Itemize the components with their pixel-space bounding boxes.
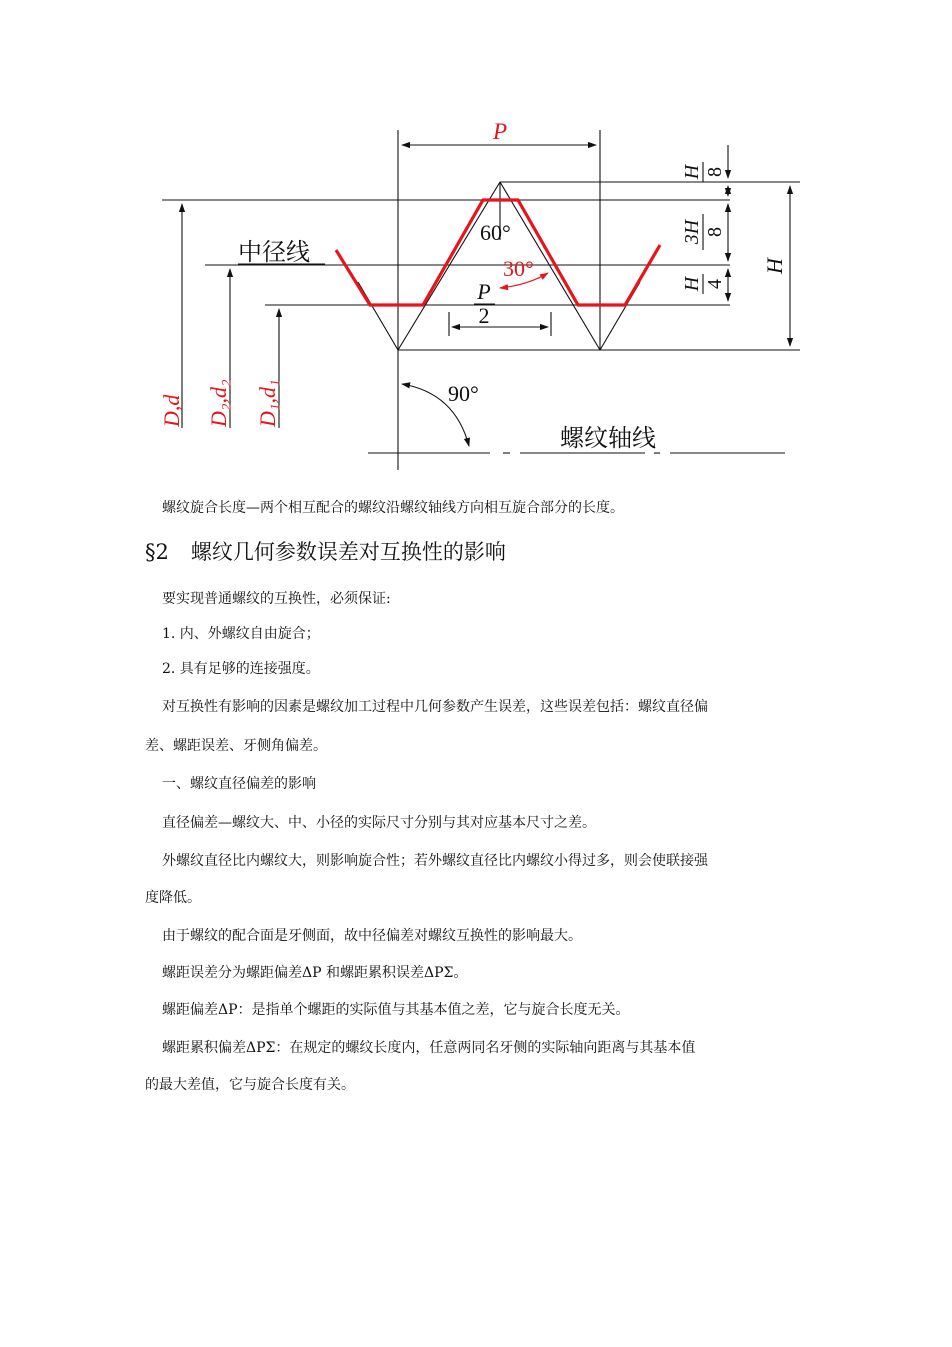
major-diameter-label: D,d [159, 394, 184, 427]
height-h-label: H [762, 258, 787, 274]
svg-text:3H: 3H [681, 219, 703, 245]
paragraph-pitch-deviation: 螺距偏差ΔP：是指单个螺距的实际值与其基本值之差，它与旋合长度无关。 [162, 1002, 630, 1018]
paragraph-pitch-error: 螺距误差分为螺距偏差ΔP 和螺距累积误差ΔPΣ。 [162, 965, 468, 981]
paragraph-factors-line2: 差、螺距误差、牙侧角偏差。 [145, 738, 327, 754]
section-number: §2 [145, 540, 169, 564]
h4-fraction [681, 274, 726, 294]
half-pitch-denominator: 2 [478, 303, 490, 328]
pitch-label: P [492, 119, 508, 144]
paragraph-cumulative-line2: 的最大差值，它与旋合长度有关。 [145, 1077, 355, 1093]
paragraph-diameter-effect-line2: 度降低。 [145, 890, 201, 906]
paragraph-requirements: 要实现普通螺纹的互换性，必须保证: [162, 591, 391, 607]
svg-text:H: H [681, 164, 703, 180]
half-pitch-numerator: P [477, 279, 491, 304]
basic-thread-profile [336, 200, 660, 305]
paragraph-cumulative-line1: 螺距累积偏差ΔPΣ：在规定的螺纹长度内，任意两同名牙侧的实际轴向距离与其基本值 [162, 1040, 696, 1056]
fundamental-triangle [358, 182, 640, 350]
svg-text:H: H [681, 276, 703, 292]
svg-text:4: 4 [704, 279, 726, 289]
pitch-diameter-label: D₂,d₂ [206, 379, 231, 427]
h8-fraction [681, 162, 726, 182]
angle-90-label: 90° [448, 381, 479, 406]
subheading-diameter-deviation: 一、螺纹直径偏差的影响 [162, 776, 316, 792]
pitch-line-label: 中径线 [238, 238, 310, 266]
angle-30-label: 30° [503, 256, 534, 281]
section-title: 螺纹几何参数误差对互换性的影响 [190, 540, 506, 564]
paragraph-engagement-length: 螺纹旋合长度—两个相互配合的螺纹沿螺纹轴线方向相互旋合部分的长度。 [162, 500, 624, 516]
paragraph-factors-line1: 对互换性有影响的因素是螺纹加工过程中几何参数产生误差，这些误差包括：螺纹直径偏 [162, 699, 708, 715]
list-item-2: 2. 具有足够的连接强度。 [162, 661, 320, 677]
3h8-fraction [681, 214, 726, 250]
paragraph-pitch-diameter-effect: 由于螺纹的配合面是牙侧面，故中径偏差对螺纹互换性的影响最大。 [162, 928, 582, 944]
angle-60-label: 60° [480, 220, 511, 245]
minor-diameter-label: D₁,d₁ [255, 379, 280, 427]
section-heading [145, 538, 506, 566]
paragraph-diameter-effect-line1: 外螺纹直径比内螺纹大，则影响旋合性；若外螺纹直径比内螺纹小得过多，则会使联接强 [162, 853, 708, 869]
svg-text:8: 8 [704, 227, 726, 237]
paragraph-diameter-definition: 直径偏差—螺纹大、中、小径的实际尺寸分别与其对应基本尺寸之差。 [162, 815, 596, 831]
list-item-1: 1. 内、外螺纹自由旋合； [162, 626, 320, 642]
svg-text:8: 8 [704, 167, 726, 177]
thread-axis-label: 螺纹轴线 [560, 424, 656, 452]
thread-profile-diagram [140, 110, 820, 480]
